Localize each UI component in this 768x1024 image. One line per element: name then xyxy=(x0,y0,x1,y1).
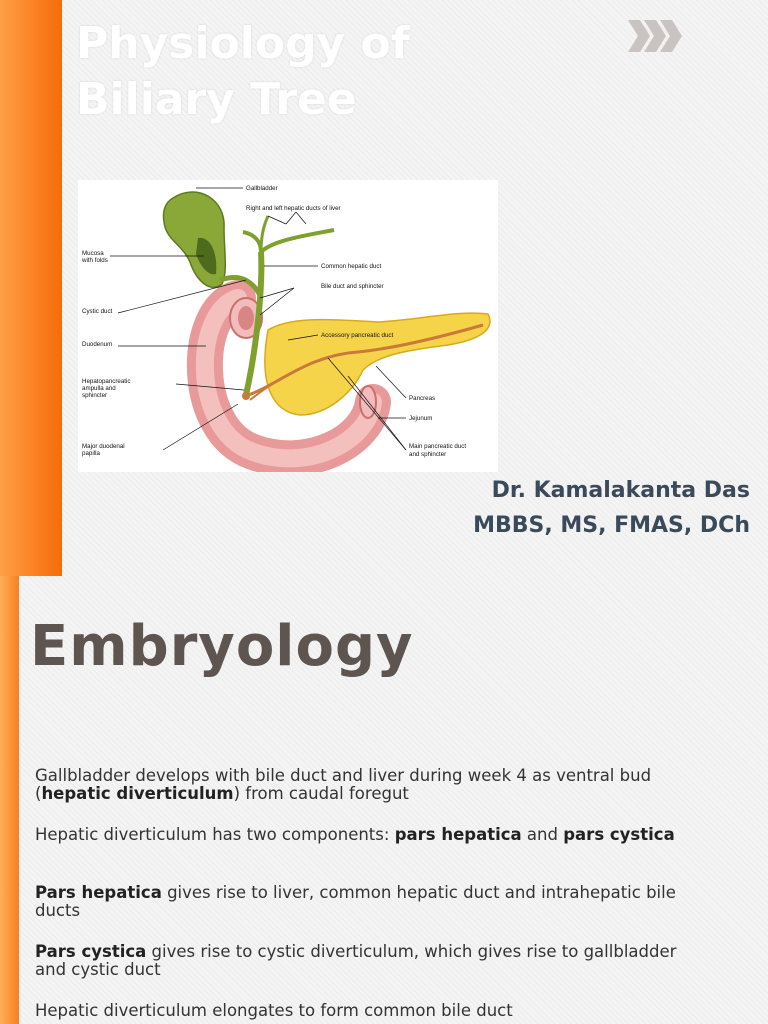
paragraph xyxy=(35,826,695,844)
label-major-papilla: Major duodenal xyxy=(82,443,125,450)
text-run: ) from caudal foregut xyxy=(233,784,409,803)
label-sphincter: sphincter xyxy=(82,392,108,399)
label-papilla: papilla xyxy=(82,450,100,457)
label-mucosa: Mucosa xyxy=(82,250,104,257)
label-mucosa-folds: with folds xyxy=(82,257,108,264)
label-bile-duct: Bile duct and sphincter xyxy=(321,283,384,290)
slide-title: Physiology of Biliary Tree xyxy=(76,18,410,125)
text-run: gives rise to cystic diverticulum, which gives rise to gallbladder and cystic duct xyxy=(35,942,677,979)
label-cystic-duct: Cystic duct xyxy=(82,308,113,315)
label-hepatopancreatic: Hepatopancreatic xyxy=(82,378,131,385)
biliary-anatomy-illustration xyxy=(78,180,498,472)
text-run: Hepatic diverticulum elongates to form common bile duct xyxy=(35,1001,513,1020)
chevron-right-icon xyxy=(626,16,684,56)
orange-side-bar xyxy=(0,576,19,1024)
text-run: Gallbladder develops with bile duct and liver during week 4 as ventral bud ( xyxy=(35,766,652,803)
orange-side-bar xyxy=(0,0,62,576)
label-pancreas: Pancreas xyxy=(409,395,436,402)
label-hepatic-ducts: Right and left hepatic ducts of liver xyxy=(246,205,341,212)
label-common-hepatic-duct: Common hepatic duct xyxy=(321,263,382,270)
bold-term: Pars cystica xyxy=(35,942,147,961)
bold-term: Pars hepatica xyxy=(35,883,162,902)
bold-term: pars hepatica xyxy=(394,825,522,844)
label-jejunum: Jejunum xyxy=(409,415,433,422)
paragraph xyxy=(35,1002,695,1020)
label-main-duct-sphincter: and sphincter xyxy=(409,451,447,458)
paragraph xyxy=(35,767,695,803)
label-gallbladder: Gallbladder xyxy=(246,185,278,192)
paragraph xyxy=(35,943,695,979)
text-run: Hepatic diverticulum has two components: xyxy=(35,825,395,844)
author-credentials: MBBS, MS, FMAS, DCh xyxy=(473,513,750,538)
label-ampulla: ampulla and xyxy=(82,385,116,392)
paragraph xyxy=(35,884,695,920)
label-main-pancreatic-duct: Main pancreatic duct xyxy=(409,443,467,450)
author-name: Dr. Kamalakanta Das xyxy=(491,478,750,503)
text-run: gives rise to liver, common hepatic duct and intrahepatic bile ducts xyxy=(35,883,676,920)
bold-term: hepatic diverticulum xyxy=(41,784,234,803)
text-run: and xyxy=(521,825,564,844)
bold-term: pars cystica xyxy=(563,825,675,844)
label-accessory-duct: Accessory pancreatic duct xyxy=(321,332,394,339)
slide-title: Embryology xyxy=(30,614,414,679)
biliary-anatomy-figure xyxy=(78,180,498,472)
embryology-slide xyxy=(0,576,768,1024)
label-duodenum: Duodenum xyxy=(82,341,113,348)
